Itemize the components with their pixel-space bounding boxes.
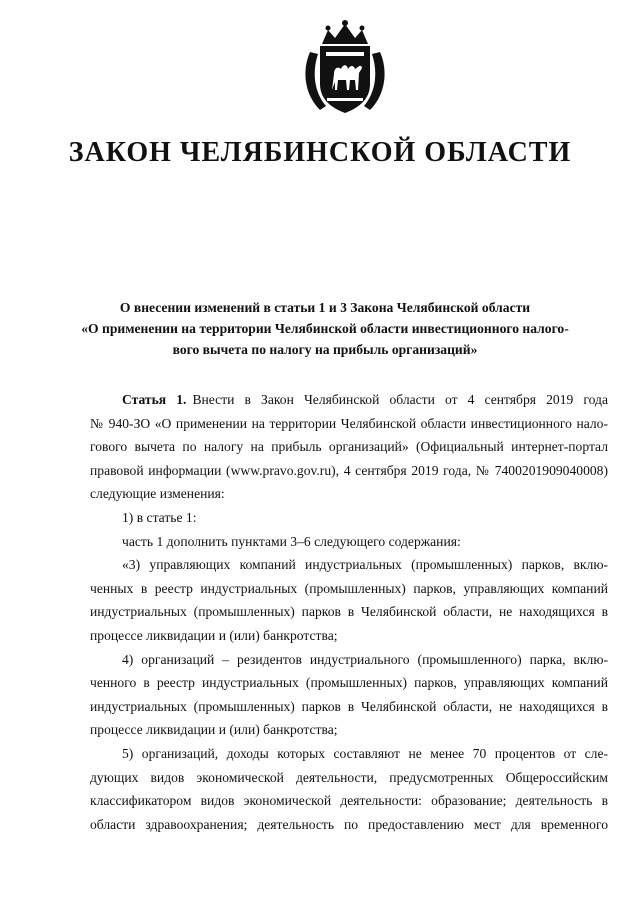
subtitle-line: вого вычета по налогу на прибыль организаций» [172, 342, 478, 357]
text-line: области здравоохранения; деятельность по предоставлению мест для временного [90, 816, 608, 832]
document-title: ЗАКОН ЧЕЛЯБИНСКОЙ ОБЛАСТИ [68, 137, 572, 168]
text-line: процессе ликвидации и (или) банкротства; [90, 722, 338, 738]
text-line: индустриальных (промышленных) парков в Челябинской области, не находящихся в [90, 604, 608, 620]
text-line: гового вычета по налогу на прибыль организаций» (Официальный интернет-портал [90, 439, 608, 455]
text-line: правовой информации (www.pravo.gov.ru), 4 сентября 2019 года, № 7400201909040008) [90, 462, 608, 478]
subtitle-line: О внесении изменений в статьи 1 и 3 Закона Челябинской области [119, 300, 531, 315]
document-body [90, 388, 608, 836]
text-line: процессе ликвидации и (или) банкротства; [90, 627, 338, 643]
text-line: ченного в реестр индустриальных (промышленных) парков, управляющих компаний [90, 675, 608, 691]
text-line: «3) управляющих компаний индустриальных (промышленных) парков, вклю- [122, 557, 608, 573]
text-line: индустриальных (промышленных) парков в Челябинской области, не находящихся в [90, 698, 608, 714]
text-line: 5) организаций, доходы которых составляют не менее 70 процентов от сле- [122, 745, 608, 761]
article-label: Статья 1. [122, 392, 187, 407]
text-line: № 940-ЗО «О применении на территории Челябинской области инвестиционного нало- [90, 415, 608, 431]
text-line: часть 1 дополнить пунктами 3–6 следующего содержания: [122, 533, 461, 549]
text-line: 4) организаций – резидентов индустриального (промышленного) парка, вклю- [122, 651, 608, 667]
document-subtitle [80, 297, 570, 360]
text-line-content: Внести в Закон Челябинской области от 4 сентября 2019 года [192, 392, 609, 407]
text-line: дующих видов экономической деятельности, предусмотренных Общероссийским [90, 769, 608, 785]
text-line: классификатором видов экономической деятельности: образование; деятельность в [90, 793, 608, 809]
text-line: следующие изменения: [90, 486, 225, 502]
chelyabinsk-coat-of-arms-icon [300, 18, 390, 118]
text-line [90, 388, 608, 412]
text-line: ченных в реестр индустриальных (промышленных) парков, управляющих компаний [90, 580, 608, 596]
subtitle-line: «О применении на территории Челябинской области инвестиционного налого- [81, 321, 569, 336]
text-line: 1) в статье 1: [122, 509, 197, 525]
